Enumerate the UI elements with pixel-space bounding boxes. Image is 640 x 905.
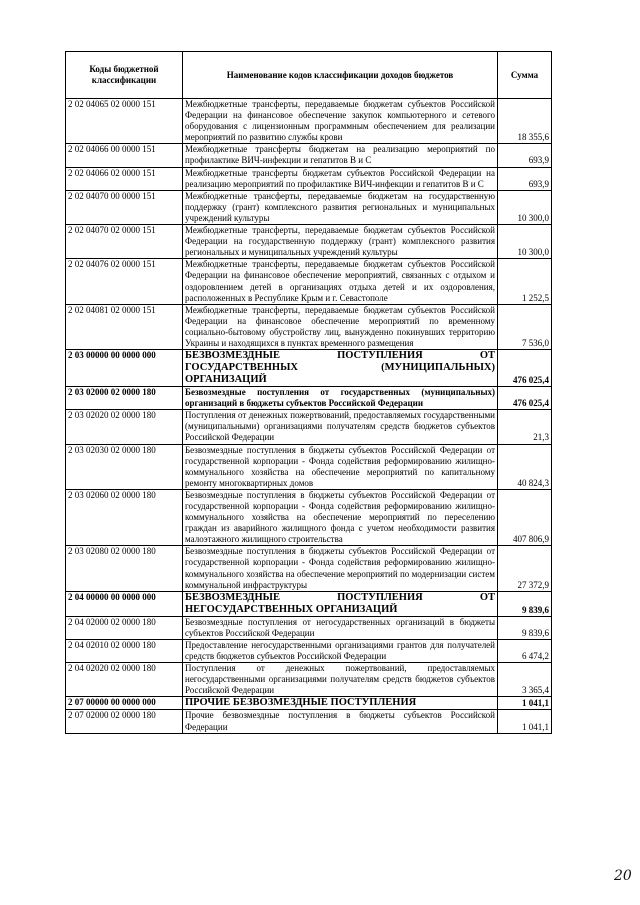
row-name: ПРОЧИЕ БЕЗВОЗМЕЗДНЫЕ ПОСТУПЛЕНИЯ (183, 697, 498, 710)
row-code: 2 03 02060 02 0000 180 (66, 489, 183, 545)
table-row (66, 410, 552, 444)
row-sum: 18 355,6 (498, 99, 552, 144)
row-code: 2 07 00000 00 0000 000 (66, 697, 183, 710)
row-code: 2 04 02010 02 0000 180 (66, 639, 183, 662)
row-sum: 21,3 (498, 410, 552, 444)
row-code: 2 02 04076 02 0000 151 (66, 259, 183, 304)
table-row (66, 489, 552, 545)
row-name: БЕЗВОЗМЕЗДНЫЕ ПОСТУПЛЕНИЯ ОТ ГОСУДАРСТВЕННЫХ (МУНИЦИПАЛЬНЫХ) ОРГАНИЗАЦИЙ (183, 350, 498, 387)
table-row (66, 387, 552, 410)
row-sum: 693,9 (498, 144, 552, 167)
page-number: 20 (614, 868, 632, 884)
row-sum: 476 025,4 (498, 350, 552, 387)
row-sum: 7 536,0 (498, 304, 552, 349)
table-row (66, 350, 552, 387)
row-sum: 9 839,6 (498, 616, 552, 639)
table-row (66, 639, 552, 662)
row-name: Межбюджетные трансферты, передаваемые бюджетам субъектов Российской Федерации на финансовое обеспечение закупок компьютерного и сетевого оборудования с лицензионным программным обеспечением для реализации мероприятий по развитию службы крови (183, 99, 498, 144)
row-name: Межбюджетные трансферты, передаваемые бюджетам на государственную поддержку (грант) комплексного развития региональных и муниципальных учреждений культуры (183, 190, 498, 224)
row-sum: 9 839,6 (498, 591, 552, 616)
row-name: Межбюджетные трансферты, передаваемые бюджетам субъектов Российской Федерации на финансовое обеспечение мероприятий по временному социально-бытовому обустройству лиц, вынужденно покинувших территорию Украины и находящихся в пунктах временного размещения (183, 304, 498, 349)
row-name: Безвозмездные поступления в бюджеты субъектов Российской Федерации от государственной корпорации - Фонда содействия реформированию жилищно-коммунального хозяйства на обеспечение мероприятий по модернизации систем коммунальной инфраструктуры (183, 546, 498, 591)
row-name: Безвозмездные поступления от негосударственных организаций в бюджеты субъектов Российской Федерации (183, 616, 498, 639)
column-header-sum: Сумма (498, 52, 552, 99)
table-row (66, 710, 552, 733)
column-header-name: Наименование кодов классификации доходов бюджетов (183, 52, 498, 99)
column-header-code: Коды бюджетной классификации (66, 52, 183, 99)
row-code: 2 03 02000 02 0000 180 (66, 387, 183, 410)
row-name: Межбюджетные трансферты, передаваемые бюджетам субъектов Российской Федерации на государственную поддержку (грант) комплексного развития региональных и муниципальных учреждений культуры (183, 225, 498, 259)
row-code: 2 03 02030 02 0000 180 (66, 444, 183, 489)
table-row (66, 616, 552, 639)
table-row (66, 546, 552, 591)
row-sum: 3 365,4 (498, 663, 552, 697)
row-sum: 693,9 (498, 167, 552, 190)
row-code: 2 07 02000 02 0000 180 (66, 710, 183, 733)
row-name: БЕЗВОЗМЕЗДНЫЕ ПОСТУПЛЕНИЯ ОТ НЕГОСУДАРСТВЕННЫХ ОРГАНИЗАЦИЙ (183, 591, 498, 616)
row-code: 2 02 04070 02 0000 151 (66, 225, 183, 259)
table-row (66, 697, 552, 710)
row-sum: 10 300,0 (498, 225, 552, 259)
row-name: Прочие безвозмездные поступления в бюджеты субъектов Российской Федерации (183, 710, 498, 733)
row-name: Безвозмездные поступления от государственных (муниципальных) организаций в бюджеты субъектов Российской Федерации (183, 387, 498, 410)
table-row (66, 444, 552, 489)
row-sum: 40 824,3 (498, 444, 552, 489)
row-name: Межбюджетные трансферты, передаваемые бюджетам субъектов Российской Федерации на финансовое обеспечение мероприятий, связанных с отдыхом и оздоровлением детей в организациях отдыха детей и их оздоровления, расположенных в Республике Крым и г. Севастополе (183, 259, 498, 304)
row-code: 2 03 02020 02 0000 180 (66, 410, 183, 444)
row-code: 2 02 04066 02 0000 151 (66, 167, 183, 190)
table-row (66, 259, 552, 304)
row-sum: 10 300,0 (498, 190, 552, 224)
row-name: Безвозмездные поступления в бюджеты субъектов Российской Федерации от государственной корпорации - Фонда содействия реформированию жилищно-коммунального хозяйства на обеспечение мероприятий по капитальному ремонту многоквартирных домов (183, 444, 498, 489)
row-name: Межбюджетные трансферты бюджетам на реализацию мероприятий по профилактике ВИЧ-инфекции и гепатитов В и С (183, 144, 498, 167)
row-name: Поступления от денежных пожертвований, предоставляемых негосударственными организациями получателям средств бюджетов субъектов Российской Федерации (183, 663, 498, 697)
row-code: 2 02 04066 00 0000 151 (66, 144, 183, 167)
table-row (66, 663, 552, 697)
row-sum: 476 025,4 (498, 387, 552, 410)
table-row (66, 167, 552, 190)
row-code: 2 04 00000 00 0000 000 (66, 591, 183, 616)
row-sum: 1 252,5 (498, 259, 552, 304)
row-sum: 1 041,1 (498, 710, 552, 733)
row-code: 2 04 02020 02 0000 180 (66, 663, 183, 697)
table-row (66, 225, 552, 259)
row-name: Поступления от денежных пожертвований, предоставляемых государственными (муниципальными) организациями получателям средств бюджетов субъектов Российской Федерации (183, 410, 498, 444)
row-sum: 1 041,1 (498, 697, 552, 710)
row-name: Безвозмездные поступления в бюджеты субъектов Российской Федерации от государственной корпорации - Фонда содействия реформированию жилищно-коммунального хозяйства на обеспечение мероприятий по переселению граждан из аварийного жилищного фонда с учетом необходимости развития малоэтажного жилищного строительства (183, 489, 498, 545)
row-name: Межбюджетные трансферты бюджетам субъектов Российской Федерации на реализацию мероприятий по профилактике ВИЧ-инфекции и гепатитов В и С (183, 167, 498, 190)
row-sum: 407 806,9 (498, 489, 552, 545)
table-row (66, 99, 552, 144)
table-row (66, 144, 552, 167)
row-name: Предоставление негосударственными организациями грантов для получателей средств бюджетов субъектов Российской Федерации (183, 639, 498, 662)
row-code: 2 02 04081 02 0000 151 (66, 304, 183, 349)
row-sum: 27 372,9 (498, 546, 552, 591)
row-code: 2 02 04065 02 0000 151 (66, 99, 183, 144)
table-header-row (66, 52, 552, 99)
row-sum: 6 474,2 (498, 639, 552, 662)
row-code: 2 03 00000 00 0000 000 (66, 350, 183, 387)
table-row (66, 591, 552, 616)
row-code: 2 03 02080 02 0000 180 (66, 546, 183, 591)
income-classification-table (65, 51, 552, 734)
row-code: 2 02 04070 00 0000 151 (66, 190, 183, 224)
row-code: 2 04 02000 02 0000 180 (66, 616, 183, 639)
table-row (66, 190, 552, 224)
table-row (66, 304, 552, 349)
